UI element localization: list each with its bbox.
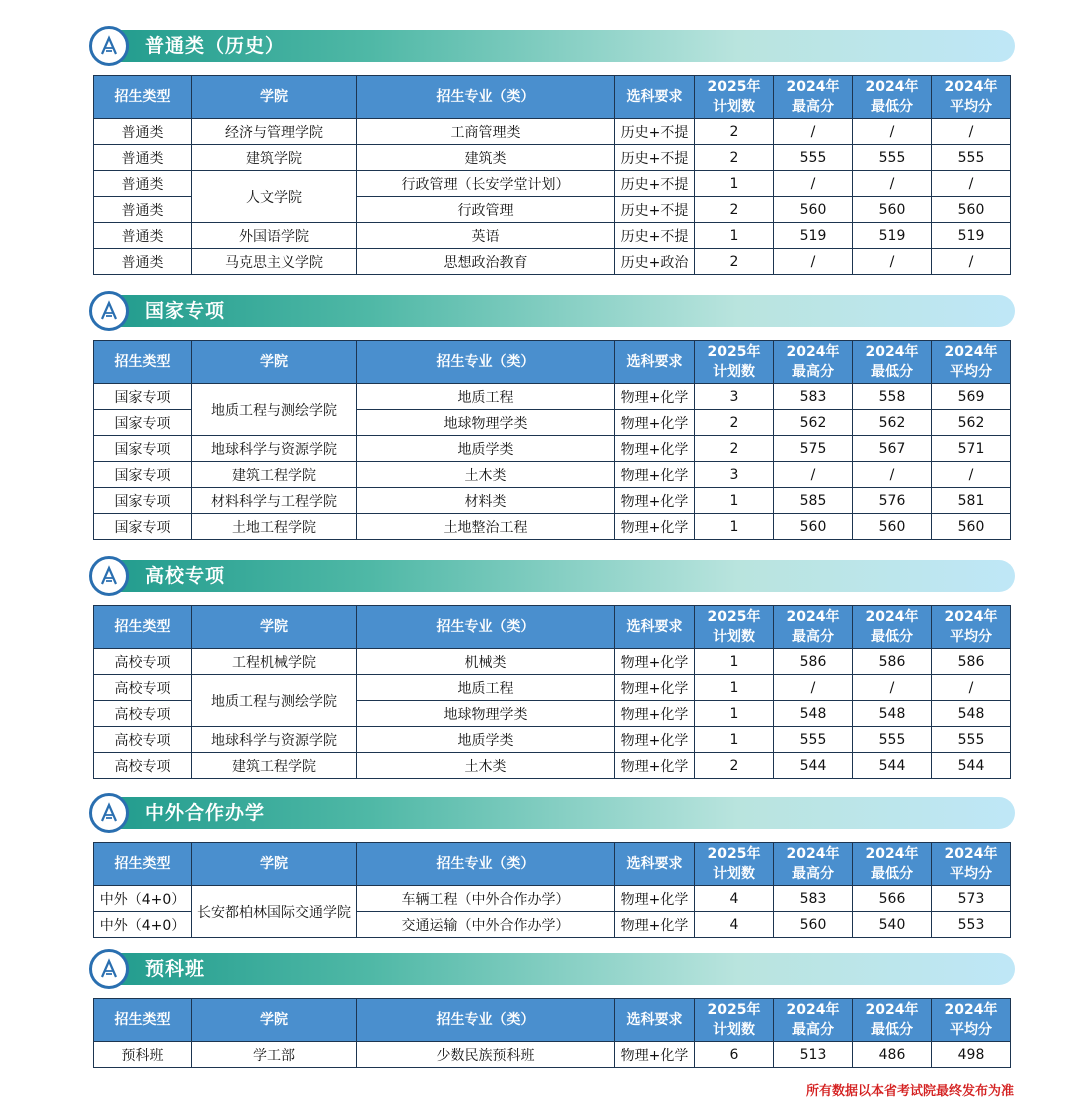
- table-cell: 544: [774, 753, 853, 779]
- table-header-row: [94, 76, 1011, 119]
- table-cell: 地质工程与测绘学院: [192, 384, 357, 436]
- column-header: 2025年 计划数: [695, 76, 774, 119]
- table-cell: 581: [932, 488, 1011, 514]
- section: [93, 560, 1011, 779]
- table-cell: 物理+化学: [615, 886, 695, 912]
- table-cell: 地质学类: [357, 436, 615, 462]
- table-cell: 548: [774, 701, 853, 727]
- column-header: 招生专业（类）: [357, 843, 615, 886]
- table-cell: 555: [932, 727, 1011, 753]
- table-cell: 物理+化学: [615, 649, 695, 675]
- table-cell: /: [932, 675, 1011, 701]
- table-cell: 562: [932, 410, 1011, 436]
- table-cell: 普通类: [94, 119, 192, 145]
- table-cell: 人文学院: [192, 171, 357, 223]
- university-logo-icon: [89, 26, 129, 66]
- table-row: [94, 514, 1011, 540]
- table-cell: 外国语学院: [192, 223, 357, 249]
- table-cell: 历史+不提: [615, 145, 695, 171]
- table-cell: 中外（4+0）: [94, 886, 192, 912]
- table-cell: 国家专项: [94, 488, 192, 514]
- table-cell: 575: [774, 436, 853, 462]
- table-cell: 物理+化学: [615, 753, 695, 779]
- column-header: 招生专业（类）: [357, 341, 615, 384]
- table-cell: 材料类: [357, 488, 615, 514]
- table-cell: 4: [695, 886, 774, 912]
- table-cell: 地球物理学类: [357, 410, 615, 436]
- table-cell: 1: [695, 171, 774, 197]
- table-cell: 物理+化学: [615, 912, 695, 938]
- table-cell: /: [932, 119, 1011, 145]
- table-cell: 材料科学与工程学院: [192, 488, 357, 514]
- section-header: [93, 295, 1011, 327]
- table-cell: 586: [774, 649, 853, 675]
- table-cell: /: [853, 675, 932, 701]
- section-bar: [93, 295, 1015, 327]
- table-cell: /: [853, 119, 932, 145]
- table-cell: 2: [695, 753, 774, 779]
- table-header-row: [94, 606, 1011, 649]
- table-cell: /: [774, 119, 853, 145]
- table-cell: 物理+化学: [615, 436, 695, 462]
- table-row: [94, 753, 1011, 779]
- table-cell: 585: [774, 488, 853, 514]
- table-cell: 560: [774, 197, 853, 223]
- column-header: 学院: [192, 76, 357, 119]
- table-cell: 560: [774, 912, 853, 938]
- table-cell: 地质学类: [357, 727, 615, 753]
- table-cell: 建筑类: [357, 145, 615, 171]
- table-cell: 地球物理学类: [357, 701, 615, 727]
- table-cell: 行政管理（长安学堂计划）: [357, 171, 615, 197]
- table-cell: 地球科学与资源学院: [192, 436, 357, 462]
- table-cell: 马克思主义学院: [192, 249, 357, 275]
- table-cell: 高校专项: [94, 727, 192, 753]
- table-cell: 540: [853, 912, 932, 938]
- table-cell: 历史+不提: [615, 119, 695, 145]
- table-cell: 2: [695, 197, 774, 223]
- column-header: 学院: [192, 341, 357, 384]
- section-header: [93, 797, 1011, 829]
- table-cell: 566: [853, 886, 932, 912]
- table-cell: 2: [695, 410, 774, 436]
- table-cell: 国家专项: [94, 410, 192, 436]
- section: [93, 953, 1011, 1068]
- table-row: [94, 649, 1011, 675]
- table-cell: 576: [853, 488, 932, 514]
- table-cell: 573: [932, 886, 1011, 912]
- section-bar: [93, 560, 1015, 592]
- table-cell: 555: [932, 145, 1011, 171]
- table-cell: 558: [853, 384, 932, 410]
- table-row: [94, 462, 1011, 488]
- table-cell: 英语: [357, 223, 615, 249]
- column-header: 选科要求: [615, 999, 695, 1042]
- table-cell: 物理+化学: [615, 410, 695, 436]
- table-cell: 土地工程学院: [192, 514, 357, 540]
- table-cell: 国家专项: [94, 514, 192, 540]
- column-header: 2024年 最低分: [853, 999, 932, 1042]
- column-header: 2024年 最低分: [853, 76, 932, 119]
- table-cell: 物理+化学: [615, 675, 695, 701]
- table-cell: 544: [853, 753, 932, 779]
- table-cell: 学工部: [192, 1042, 357, 1068]
- admission-table: [93, 605, 1011, 779]
- column-header: 2024年 最高分: [774, 76, 853, 119]
- table-cell: 1: [695, 727, 774, 753]
- table-cell: 物理+化学: [615, 727, 695, 753]
- table-header-row: [94, 999, 1011, 1042]
- table-cell: 普通类: [94, 145, 192, 171]
- column-header: 招生专业（类）: [357, 999, 615, 1042]
- table-row: [94, 249, 1011, 275]
- section-title: 预科班: [145, 958, 206, 980]
- table-cell: 物理+化学: [615, 1042, 695, 1068]
- table-cell: 1: [695, 514, 774, 540]
- table-cell: 物理+化学: [615, 462, 695, 488]
- column-header: 2025年 计划数: [695, 341, 774, 384]
- column-header: 2025年 计划数: [695, 843, 774, 886]
- column-header: 2024年 最高分: [774, 999, 853, 1042]
- table-cell: 6: [695, 1042, 774, 1068]
- column-header: 2024年 最低分: [853, 606, 932, 649]
- section-title: 普通类（历史）: [145, 35, 286, 57]
- admission-table: [93, 998, 1011, 1068]
- table-cell: 土地整治工程: [357, 514, 615, 540]
- column-header: 招生类型: [94, 999, 192, 1042]
- table-cell: 519: [853, 223, 932, 249]
- table-cell: 555: [774, 727, 853, 753]
- table-cell: 583: [774, 886, 853, 912]
- table-row: [94, 675, 1011, 701]
- column-header: 招生类型: [94, 76, 192, 119]
- table-cell: /: [853, 249, 932, 275]
- column-header: 选科要求: [615, 76, 695, 119]
- table-row: [94, 223, 1011, 249]
- table-cell: 土木类: [357, 462, 615, 488]
- table-cell: 历史+不提: [615, 171, 695, 197]
- column-header: 选科要求: [615, 341, 695, 384]
- table-cell: 562: [774, 410, 853, 436]
- admission-table: [93, 340, 1011, 540]
- table-cell: 工程机械学院: [192, 649, 357, 675]
- section-header: [93, 560, 1011, 592]
- table-cell: 586: [853, 649, 932, 675]
- table-cell: 机械类: [357, 649, 615, 675]
- table-cell: 历史+不提: [615, 223, 695, 249]
- table-cell: 3: [695, 384, 774, 410]
- table-cell: 中外（4+0）: [94, 912, 192, 938]
- table-cell: 预科班: [94, 1042, 192, 1068]
- table-row: [94, 171, 1011, 197]
- column-header: 2024年 平均分: [932, 606, 1011, 649]
- section-title: 国家专项: [145, 300, 226, 322]
- table-cell: 行政管理: [357, 197, 615, 223]
- table-cell: 国家专项: [94, 384, 192, 410]
- admission-table: [93, 75, 1011, 275]
- table-cell: 高校专项: [94, 701, 192, 727]
- table-cell: 高校专项: [94, 675, 192, 701]
- table-cell: 建筑工程学院: [192, 753, 357, 779]
- table-cell: 土木类: [357, 753, 615, 779]
- table-cell: 548: [932, 701, 1011, 727]
- column-header: 学院: [192, 999, 357, 1042]
- table-cell: 物理+化学: [615, 514, 695, 540]
- column-header: 2025年 计划数: [695, 606, 774, 649]
- section: [93, 295, 1011, 540]
- section-header: [93, 30, 1011, 62]
- table-cell: 地质工程与测绘学院: [192, 675, 357, 727]
- university-logo-icon: [89, 949, 129, 989]
- table-cell: 567: [853, 436, 932, 462]
- table-cell: 544: [932, 753, 1011, 779]
- table-cell: 2: [695, 145, 774, 171]
- university-logo-icon: [89, 291, 129, 331]
- table-cell: 普通类: [94, 249, 192, 275]
- university-logo-icon: [89, 556, 129, 596]
- table-cell: 地球科学与资源学院: [192, 727, 357, 753]
- column-header: 2024年 最高分: [774, 341, 853, 384]
- table-cell: 571: [932, 436, 1011, 462]
- table-cell: 普通类: [94, 197, 192, 223]
- table-cell: /: [774, 675, 853, 701]
- table-cell: 普通类: [94, 171, 192, 197]
- table-cell: 车辆工程（中外合作办学）: [357, 886, 615, 912]
- column-header: 选科要求: [615, 843, 695, 886]
- table-cell: 物理+化学: [615, 384, 695, 410]
- table-cell: 思想政治教育: [357, 249, 615, 275]
- table-cell: 583: [774, 384, 853, 410]
- table-row: [94, 145, 1011, 171]
- table-cell: 建筑工程学院: [192, 462, 357, 488]
- table-row: [94, 1042, 1011, 1068]
- section-bar: [93, 953, 1015, 985]
- table-cell: 工商管理类: [357, 119, 615, 145]
- table-cell: 2: [695, 436, 774, 462]
- section-title: 高校专项: [145, 565, 226, 587]
- column-header: 招生类型: [94, 843, 192, 886]
- table-cell: 物理+化学: [615, 488, 695, 514]
- table-cell: 519: [932, 223, 1011, 249]
- column-header: 2025年 计划数: [695, 999, 774, 1042]
- table-row: [94, 488, 1011, 514]
- table-header-row: [94, 843, 1011, 886]
- table-cell: /: [932, 171, 1011, 197]
- table-cell: 历史+政治: [615, 249, 695, 275]
- table-cell: 高校专项: [94, 649, 192, 675]
- table-cell: /: [932, 249, 1011, 275]
- table-cell: 普通类: [94, 223, 192, 249]
- table-row: [94, 727, 1011, 753]
- column-header: 招生类型: [94, 341, 192, 384]
- column-header: 2024年 最低分: [853, 843, 932, 886]
- table-cell: /: [774, 462, 853, 488]
- table-cell: 562: [853, 410, 932, 436]
- table-cell: 2: [695, 119, 774, 145]
- table-cell: 少数民族预科班: [357, 1042, 615, 1068]
- column-header: 选科要求: [615, 606, 695, 649]
- column-header: 2024年 平均分: [932, 999, 1011, 1042]
- table-row: [94, 119, 1011, 145]
- table-cell: 519: [774, 223, 853, 249]
- section: [93, 30, 1011, 275]
- table-cell: 长安都柏林国际交通学院: [192, 886, 357, 938]
- table-cell: 3: [695, 462, 774, 488]
- section-header: [93, 953, 1011, 985]
- table-cell: 交通运输（中外合作办学）: [357, 912, 615, 938]
- table-row: [94, 384, 1011, 410]
- table-cell: 1: [695, 649, 774, 675]
- table-cell: /: [774, 249, 853, 275]
- table-cell: 历史+不提: [615, 197, 695, 223]
- table-cell: 548: [853, 701, 932, 727]
- table-cell: 4: [695, 912, 774, 938]
- column-header: 2024年 最高分: [774, 606, 853, 649]
- column-header: 学院: [192, 843, 357, 886]
- footnote: 所有数据以本省考试院最终发布为准: [805, 1084, 1014, 1099]
- section: [93, 797, 1011, 938]
- table-row: [94, 886, 1011, 912]
- table-cell: /: [774, 171, 853, 197]
- table-cell: 555: [774, 145, 853, 171]
- table-cell: 国家专项: [94, 436, 192, 462]
- table-cell: 586: [932, 649, 1011, 675]
- table-cell: 物理+化学: [615, 701, 695, 727]
- table-cell: 2: [695, 249, 774, 275]
- table-cell: 地质工程: [357, 384, 615, 410]
- admission-table: [93, 842, 1011, 938]
- column-header: 2024年 平均分: [932, 843, 1011, 886]
- table-cell: 国家专项: [94, 462, 192, 488]
- table-cell: 560: [853, 514, 932, 540]
- table-cell: /: [853, 462, 932, 488]
- column-header: 学院: [192, 606, 357, 649]
- column-header: 招生专业（类）: [357, 76, 615, 119]
- table-row: [94, 436, 1011, 462]
- table-cell: /: [853, 171, 932, 197]
- table-cell: 498: [932, 1042, 1011, 1068]
- table-cell: 1: [695, 223, 774, 249]
- table-cell: 555: [853, 145, 932, 171]
- table-cell: 1: [695, 675, 774, 701]
- column-header: 2024年 平均分: [932, 341, 1011, 384]
- table-cell: 高校专项: [94, 753, 192, 779]
- table-cell: 560: [853, 197, 932, 223]
- table-cell: 513: [774, 1042, 853, 1068]
- table-cell: 553: [932, 912, 1011, 938]
- table-cell: 560: [932, 514, 1011, 540]
- table-header-row: [94, 341, 1011, 384]
- table-cell: 1: [695, 488, 774, 514]
- table-cell: /: [932, 462, 1011, 488]
- table-cell: 486: [853, 1042, 932, 1068]
- table-cell: 经济与管理学院: [192, 119, 357, 145]
- table-cell: 569: [932, 384, 1011, 410]
- column-header: 招生专业（类）: [357, 606, 615, 649]
- column-header: 2024年 最低分: [853, 341, 932, 384]
- table-cell: 1: [695, 701, 774, 727]
- column-header: 2024年 平均分: [932, 76, 1011, 119]
- table-cell: 560: [932, 197, 1011, 223]
- table-cell: 地质工程: [357, 675, 615, 701]
- university-logo-icon: [89, 793, 129, 833]
- column-header: 2024年 最高分: [774, 843, 853, 886]
- table-cell: 建筑学院: [192, 145, 357, 171]
- table-cell: 560: [774, 514, 853, 540]
- table-cell: 555: [853, 727, 932, 753]
- section-title: 中外合作办学: [145, 802, 266, 824]
- column-header: 招生类型: [94, 606, 192, 649]
